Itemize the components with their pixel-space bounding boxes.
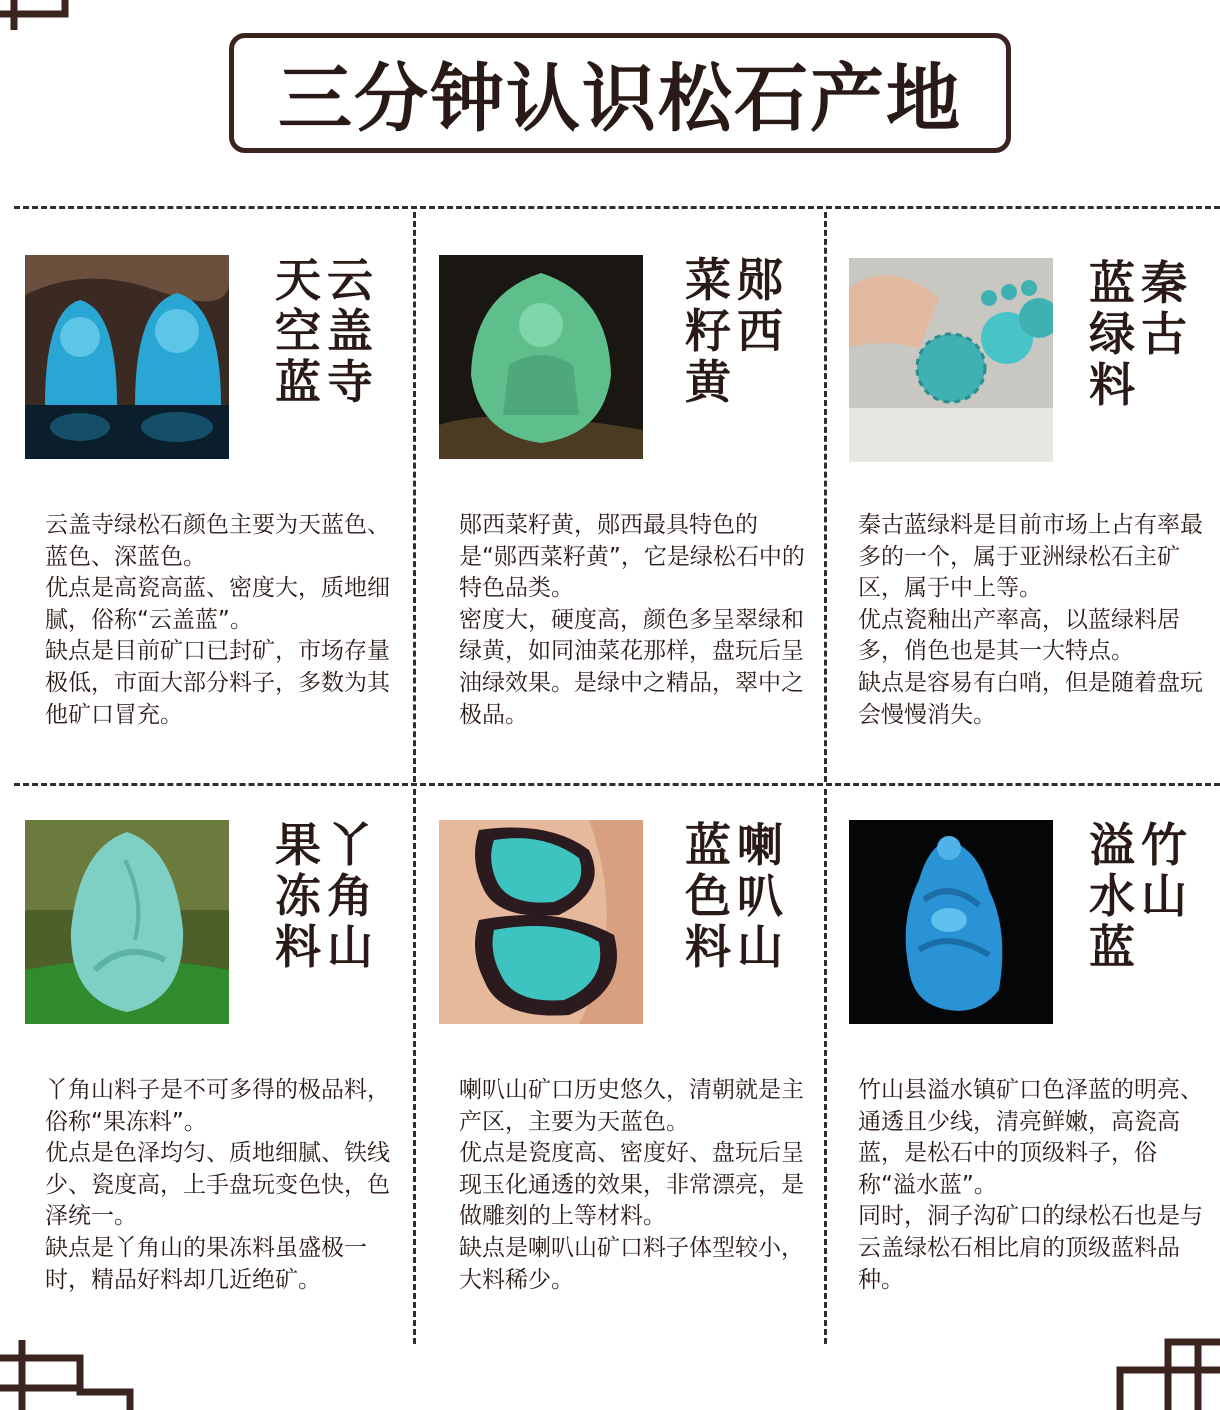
origin-card-zhushan (849, 820, 1220, 1390)
origin-card-labashan (439, 820, 839, 1390)
origin-card-yungaisi (25, 255, 425, 825)
description-paragraph: 缺点是喇叭山矿口料子体型较小，大料稀少。 (459, 1234, 804, 1293)
origin-name-column: 蓝绿料 (1089, 256, 1135, 412)
origin-name-column: 蓝色料 (685, 818, 731, 974)
origin-name-column: 云盖寺 (327, 253, 373, 409)
description-paragraph: 密度大，硬度高，颜色多呈翠绿和绿黄，如同油菜花那样，盘玩后呈油绿效果。是绿中之精品，翠中之极品。 (459, 606, 804, 728)
description-paragraph: 优点是高瓷高蓝、密度大，质地细腻，俗称“云盖蓝”。 (45, 575, 390, 633)
turquoise-beads-image (849, 258, 1053, 462)
page-title: 三分钟认识松石产地 (278, 56, 962, 142)
origin-name-column: 喇叭山 (737, 818, 783, 974)
origin-name-column: 郧西 (737, 253, 783, 358)
turquoise-buddha-pendants-image (25, 255, 229, 459)
description-paragraph: 喇叭山矿口历史悠久，清朝就是主产区，主要为天蓝色。 (459, 1077, 804, 1135)
description-paragraph: 丫角山料子是不可多得的极品料，俗称“果冻料”。 (45, 1077, 390, 1135)
description-paragraph: 郧西菜籽黄，郧西最具特色的是“郧西菜籽黄”，它是绿松石中的特色品类。 (459, 512, 805, 602)
origin-description (45, 510, 397, 731)
origin-name-column: 天空蓝 (275, 253, 321, 409)
description-paragraph: 缺点是目前矿口已封矿，市场存量极低，市面大部分料子，多数为其他矿口冒充。 (45, 638, 390, 728)
origin-description (459, 510, 811, 731)
origin-name-column: 溢水蓝 (1089, 818, 1135, 974)
origin-name-column: 菜籽黄 (685, 253, 731, 409)
description-paragraph: 竹山县溢水镇矿口色泽蓝的明亮、通透且少线，清亮鲜嫩，高瓷高蓝，是松石中的顶级料子，俗称“溢水蓝”。 (858, 1077, 1203, 1198)
divider-top (14, 206, 1220, 209)
blue-dragon-carving-image (849, 820, 1053, 1024)
origin-name-column: 果冻料 (275, 818, 321, 974)
raw-turquoise-nuggets-image (439, 820, 643, 1024)
description-paragraph: 优点瓷釉出产率高，以蓝绿料居多，俏色也是其一大特点。 (858, 606, 1180, 665)
carved-pendant-image (25, 820, 229, 1024)
origin-description (858, 1075, 1210, 1296)
origin-name-column: 竹山 (1141, 818, 1187, 923)
origin-card-yajiaoshan (25, 820, 425, 1390)
title-frame (229, 33, 1011, 153)
description-paragraph: 云盖寺绿松石颜色主要为天蓝色、蓝色、深蓝色。 (45, 512, 390, 570)
origin-name-vertical (683, 255, 785, 465)
origin-name-column: 秦古 (1141, 256, 1187, 361)
description-paragraph: 秦古蓝绿料是目前市场上占有率最多的一个，属于亚洲绿松石主矿区，属于中上等。 (858, 512, 1203, 602)
origin-name-vertical (273, 820, 375, 1030)
origin-card-yunxi (439, 255, 839, 825)
green-carved-guanyin-image (439, 255, 643, 459)
description-paragraph: 优点是色泽均匀、质地细腻、铁线少、瓷度高，上手盘玩变色快，色泽统一。 (45, 1140, 390, 1230)
origin-name-vertical (1087, 820, 1189, 1030)
origin-description (45, 1075, 397, 1296)
origin-description (858, 510, 1210, 731)
origin-description (459, 1075, 811, 1296)
origin-card-qingu (849, 258, 1220, 828)
origin-name-column: 丫角山 (327, 818, 373, 974)
description-paragraph: 缺点是丫角山的果冻料虽盛极一时，精品好料却几近绝矿。 (45, 1234, 367, 1293)
description-paragraph: 同时，洞子沟矿口的绿松石也是与云盖绿松石相比肩的顶级蓝料品种。 (858, 1203, 1203, 1293)
origin-name-vertical (683, 820, 785, 1030)
description-paragraph: 优点是瓷度高、密度好、盘玩后呈现玉化通透的效果，非常漂亮，是做雕刻的上等材料。 (459, 1140, 804, 1230)
corner-ornament-top-left (0, 0, 80, 40)
description-paragraph: 缺点是容易有白哨，但是随着盘玩会慢慢消失。 (858, 669, 1203, 728)
origin-name-vertical (273, 255, 375, 465)
origin-name-vertical (1087, 258, 1189, 468)
